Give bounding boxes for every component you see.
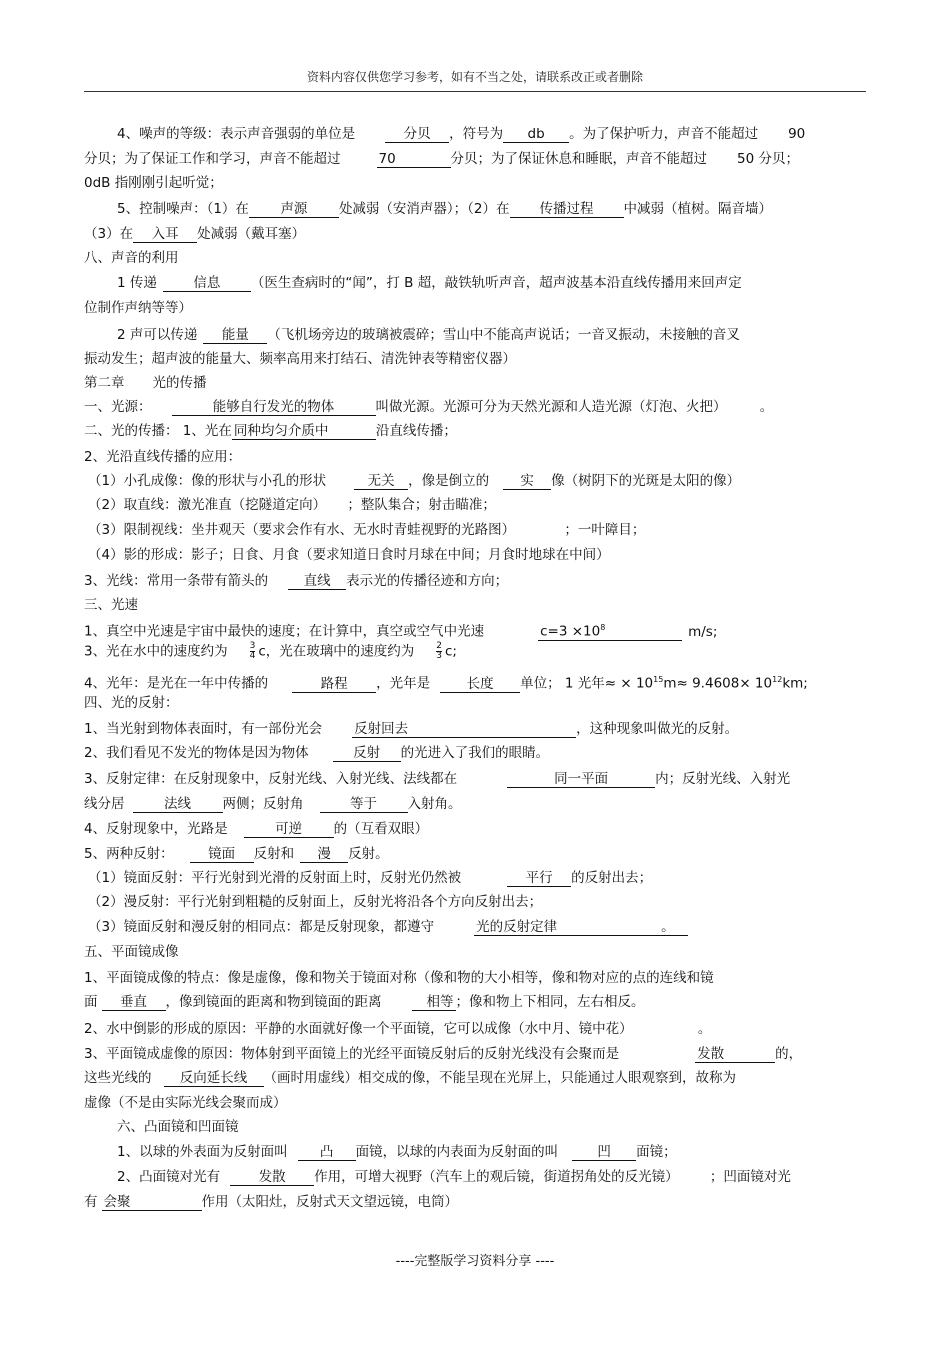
section-title: 五、平面镜成像: [84, 944, 179, 960]
answer-blank: 无关: [354, 474, 408, 490]
noise-line-4: 5、控制噪声：（1）在 声源 处减弱（安消声器）；（2）在 传播过程 中减弱（植树。隔音墙）: [117, 201, 773, 217]
answer-blank: 平行: [507, 871, 571, 887]
answer-blank: 凸: [298, 1145, 356, 1161]
answer-blank: 反射回去: [352, 722, 576, 738]
noise-line-1: 4、噪声的等级：表示声音强弱的单位是 分贝 ，符号为 db 。为了保护听力，声音不能超过 90: [117, 126, 806, 142]
answer-blank: 实: [503, 474, 551, 490]
application-3: （3）限制视线：坐井观天（要求会作有水、无水时青蛙视野的光路图） ；一叶障目；: [88, 522, 646, 538]
application-2: （2）取直线：激光准直（挖隧道定向） ；整队集合；射击瞄准；: [88, 497, 496, 513]
answer-blank: 可逆: [244, 822, 334, 838]
answer-blank: 反向延长线: [164, 1071, 264, 1087]
reflection-line-6: 5、两种反射： 镜面 反射和 漫 反射。: [84, 846, 389, 862]
answer-blank: 光的反射定律 。: [474, 920, 688, 936]
answer-blank: db: [503, 127, 569, 143]
ray-line: 3、光线：常用一条带有箭头的 直线 表示光的传播径迹和方向；: [84, 573, 509, 589]
answer-blank: 能够自行发光的物体: [172, 400, 376, 416]
section-title: 四、光的反射：: [84, 695, 179, 711]
answer-blank: 会聚: [102, 1195, 202, 1211]
light-source-line: 一、光源： 能够自行发光的物体 叫做光源。光源可分为天然光源和人造光源（灯泡、火把） 。: [84, 399, 774, 415]
answer-blank: 声源: [249, 202, 339, 218]
noise-line-2: 分贝；为了保证工作和学习，声音不能超过 70 分贝；为了保证休息和睡眠，声音不能超过 50 分贝；: [84, 151, 799, 167]
answer-blank: 能量: [203, 328, 267, 344]
answer-blank: 发散: [230, 1170, 314, 1186]
reflection-line-3: 3、反射定律：在反射现象中，反射光线、入射光线、法线都在 同一平面 内；反射光线、入射光: [84, 771, 791, 787]
application-1: （1）小孔成像：像的形状与小孔的形状 无关 ，像是倒立的 实 像（树阴下的光斑是太阳的像）: [88, 473, 741, 489]
curved-mirror-line-1: 1、以球的外表面为反射面叫 凸 面镜，以球的内表面为反射面的叫 凹 面镜；: [117, 1144, 677, 1160]
section-title: 三、光速: [84, 597, 138, 613]
applications-title: 2、光沿直线传播的应用：: [84, 449, 242, 465]
speed-line-3: 4、光年：是光在一年中传播的 路程 ，光年是 长度 单位； 1 光年≈ × $10^{15}m\approx 9.4608\times 10^{12}km$;: [84, 675, 808, 692]
answer-blank: 法线: [133, 797, 223, 813]
answer-blank: 长度: [440, 677, 520, 693]
page-footer: ----完整版学习资料分享 ----: [395, 1254, 555, 1269]
answer-blank: 反射: [333, 746, 401, 762]
answer-blank: 入耳: [133, 227, 197, 243]
reflection-line-8: （2）漫反射：平行光射到粗糙的反射面上，反射光将沿各个方向反射出去；: [88, 894, 543, 910]
answer-blank: 镜面: [190, 847, 254, 863]
reflection-line-9: （3）镜面反射和漫反射的相同点：都是反射现象，都遵守 光的反射定律 。: [88, 918, 688, 936]
answer-blank: 凹: [572, 1145, 636, 1161]
noise-line-5: （3）在 入耳 处减弱（戴耳塞）: [84, 226, 306, 242]
section-title: 六、凸面镜和凹面镜: [117, 1119, 239, 1135]
fraction-three-quarters: $\frac{3}{4}$: [249, 641, 256, 661]
answer-blank: $c=3 \times 10^8$: [538, 620, 682, 641]
sound-use-line-3: 2 声可以传递 能量 （飞机场旁边的玻璃被震碎；雪山中不能高声说话；一音叉振动，未接触的音叉: [117, 327, 740, 343]
page-header: 资料内容仅供您学习参考，如有不当之处，请联系改正或者删除: [306, 70, 643, 84]
reflection-line-2: 2、我们看见不发光的物体是因为物体 反射 的光进入了我们的眼睛。: [84, 745, 550, 761]
answer-blank: 信息: [163, 276, 251, 292]
sound-use-line-2: 位制作声纳等等）: [84, 300, 192, 316]
application-4: （4）影的形成：影子；日食、月食（要求知道日食时月球在中间；月食时地球在中间）: [88, 547, 610, 563]
answer-blank: 垂直: [102, 995, 166, 1011]
plane-mirror-line-5: 这些光线的 反向延长线 （画时用虚线）相交成的像，不能呈现在光屏上，只能通过人眼观察到，故称为: [84, 1070, 736, 1086]
chapter-title: 第二章 光的传播: [84, 375, 207, 391]
answer-blank: 传播过程: [510, 202, 624, 218]
reflection-line-1: 1、当光射到物体表面时，有一部份光会 反射回去 ，这种现象叫做光的反射。: [84, 721, 739, 737]
propagation-line: 二、光的传播： 1、光在 同种均匀介质中 沿直线传播；: [84, 423, 457, 439]
plane-mirror-line-6: 虚像（不是由实际光线会聚而成）: [84, 1095, 287, 1111]
plane-mirror-line-3: 2、水中倒影的形成的原因：平静的水面就好像一个平面镜，它可以成像（水中月、镜中花） 。: [84, 1021, 712, 1037]
speed-line-1: 1、真空中光速是宇宙中最快的速度；在计算中，真空或空气中光速 $c=3 \times 10^8$ m/s;: [84, 620, 717, 641]
section-title: 八、声音的利用: [84, 250, 179, 266]
curved-mirror-line-3: 有 会聚 作用（太阳灶，反射式天文望远镜，电筒）: [84, 1194, 458, 1210]
sound-use-line-1: 1 传递 信息 （医生查病时的“闻”，打 B 超，敲铁轨听声音，超声波基本沿直线传播用来回声定: [117, 275, 742, 291]
plane-mirror-line-4: 3、平面镜成虚像的原因：物体射到平面镜上的光经平面镜反射后的反射光线没有会聚而是 发散 的，: [84, 1046, 803, 1062]
answer-blank: 漫: [300, 847, 348, 863]
speed-line-2: 3、光在水中的速度约为 $\frac{3}{4}$ c，光在玻璃中的速度约为 $\frac{2}{3}$ c;: [84, 641, 457, 661]
sound-use-line-4: 振动发生；超声波的能量大、频率高用来打结石、清洗钟表等精密仪器）: [84, 351, 516, 367]
answer-blank: 同一平面: [507, 772, 655, 788]
answer-blank: 分贝: [385, 127, 449, 143]
answer-blank: 相等: [412, 995, 456, 1011]
curved-mirror-line-2: 2、凸面镜对光有 发散 作用，可增大视野（汽车上的观后镜，街道拐角处的反光镜） ；凹面镜对光: [117, 1169, 791, 1185]
reflection-line-5: 4、反射现象中，光路是 可逆 的（互看双眼）: [84, 821, 429, 837]
answer-blank: 等于: [320, 797, 408, 813]
answer-blank: 70: [377, 152, 451, 168]
answer-blank: 同种均匀介质中: [232, 424, 376, 440]
answer-blank: 直线: [288, 574, 346, 590]
header-divider: [84, 91, 866, 92]
answer-blank: 发散: [695, 1047, 775, 1063]
reflection-line-7: （1）镜面反射：平行光射到光滑的反射面上时，反射光仍然被 平行 的反射出去；: [88, 870, 653, 886]
plane-mirror-line-2: 面 垂直 ，像到镜面的距离和物到镜面的距离 相等 ；像和物上下相同，左右相反。: [84, 994, 645, 1010]
answer-blank: 路程: [292, 677, 376, 693]
reflection-line-4: 线分居 法线 两侧；反射角 等于 入射角。: [84, 796, 462, 812]
plane-mirror-line-1: 1、平面镜成像的特点：像是虚像，像和物关于镜面对称（像和物的大小相等，像和物对应的点的连线和镜: [84, 970, 714, 986]
fraction-two-thirds: $\frac{2}{3}$: [436, 641, 442, 661]
noise-line-3: 0dB 指刚刚引起听觉；: [84, 175, 223, 191]
